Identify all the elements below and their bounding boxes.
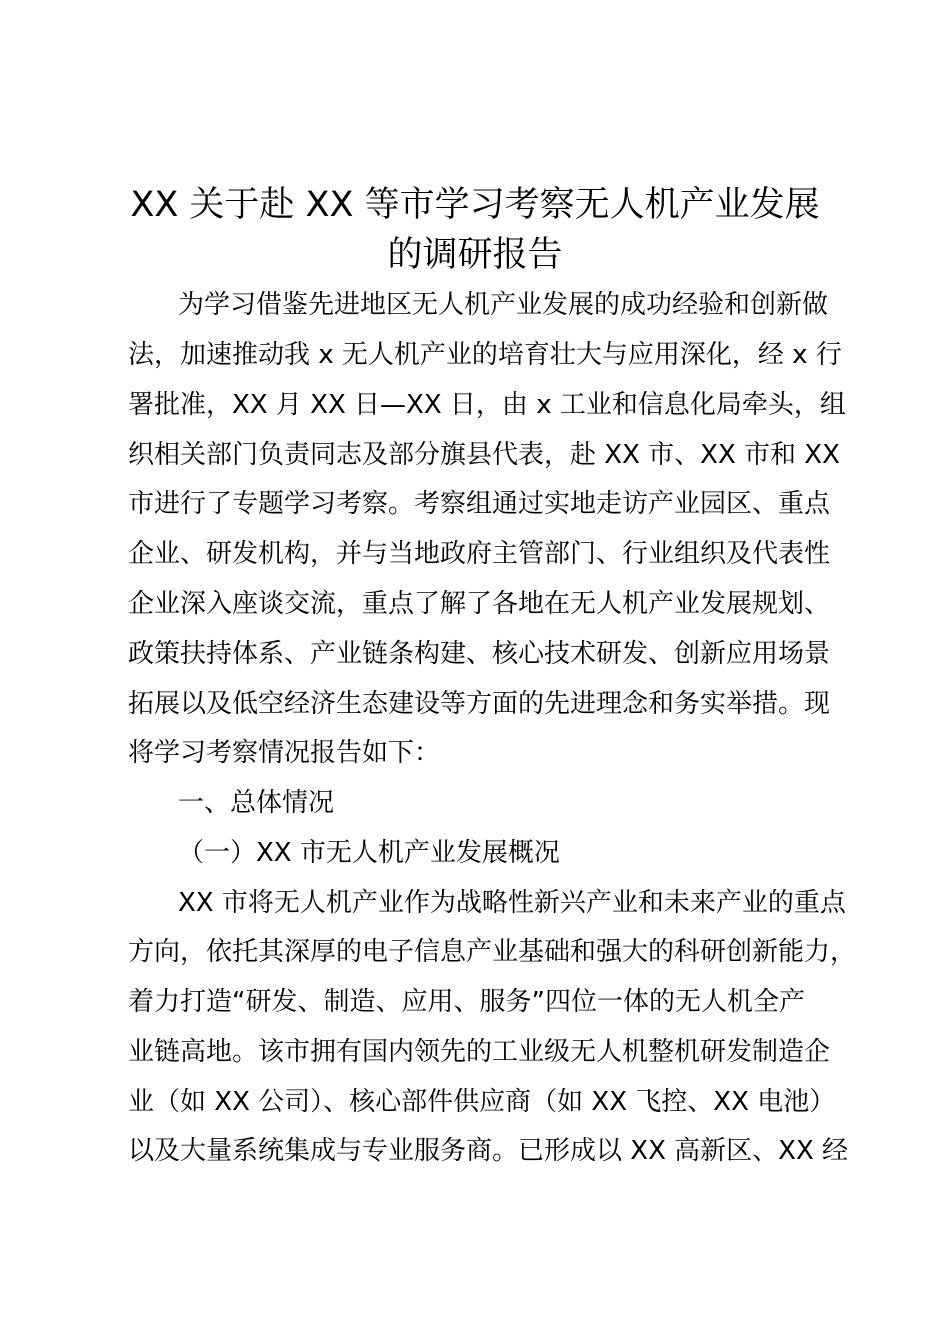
body-paragraph-line: 业链高地。该市拥有国内领先的工业级无人机整机研发制造企	[128, 1037, 831, 1067]
intro-paragraph-line: 法，加速推动我 x 无人机产业的培育壮大与应用深化，经 x 行	[128, 340, 842, 370]
document-title-line-2: 的调研报告	[387, 235, 563, 275]
body-paragraph-line: XX 市将无人机产业作为战略性新兴产业和未来产业的重点	[178, 888, 846, 918]
body-paragraph-line: 以及大量系统集成与专业服务商。已形成以 XX 高新区、XX 经	[128, 1136, 849, 1166]
intro-paragraph-line: 企业、研发机构，并与当地政府主管部门、行业组织及代表性	[128, 539, 831, 569]
body-paragraph-line: 业（如 XX 公司）、核心部件供应商（如 XX 飞控、XX 电池）	[128, 1087, 836, 1117]
section-heading: 一、总体情况	[178, 788, 335, 818]
subsection-heading: （一）XX 市无人机产业发展概况	[178, 838, 560, 868]
intro-paragraph-line: 为学习借鉴先进地区无人机产业发展的成功经验和创新做	[178, 290, 829, 320]
intro-paragraph-line: 拓展以及低空经济生态建设等方面的先进理念和务实举措。现	[128, 689, 831, 719]
intro-paragraph-line: 将学习考察情况报告如下：	[128, 738, 441, 768]
document-title-line-1: XX 关于赴 XX 等市学习考察无人机产业发展	[130, 185, 820, 225]
intro-paragraph-line: 政策扶持体系、产业链条构建、核心技术研发、创新应用场景	[128, 639, 831, 669]
intro-paragraph-line: 织相关部门负责同志及部分旗县代表，赴 XX 市、XX 市和 XX	[128, 440, 840, 470]
body-paragraph-line: 方向，依托其深厚的电子信息产业基础和强大的科研创新能力，	[128, 937, 857, 967]
intro-paragraph-line: 署批准，XX 月 XX 日—XX 日，由 x 工业和信息化局牵头，组	[128, 390, 846, 420]
intro-paragraph-line: 企业深入座谈交流，重点了解了各地在无人机产业发展规划、	[128, 589, 831, 619]
intro-paragraph-line: 市进行了专题学习考察。考察组通过实地走访产业园区、重点	[128, 489, 831, 519]
body-paragraph-line: 着力打造“研发、制造、应用、服务”四位一体的无人机全产	[128, 987, 805, 1017]
